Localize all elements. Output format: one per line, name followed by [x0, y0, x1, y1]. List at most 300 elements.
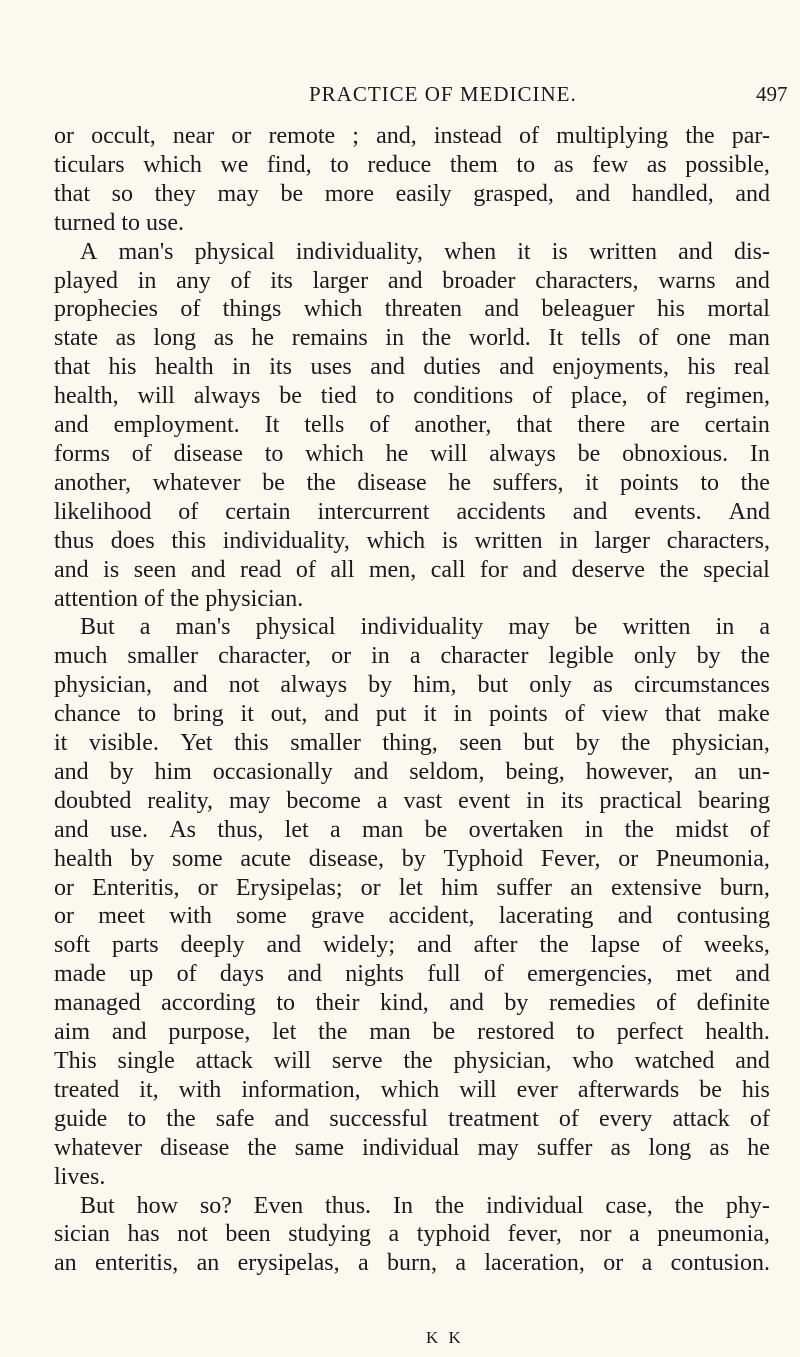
word: and [54, 412, 89, 439]
word: phy- [725, 1192, 770, 1219]
word: in [137, 267, 157, 294]
word: practical [599, 787, 683, 814]
word: nor [579, 1221, 612, 1248]
word: by [368, 672, 393, 699]
word: man's [118, 238, 174, 265]
word: as [592, 672, 613, 699]
word: an [196, 1250, 220, 1277]
word: the [403, 1048, 433, 1074]
page-number: 497 [756, 82, 788, 106]
word: meet [98, 903, 145, 930]
word: in [584, 816, 604, 843]
word: of [180, 296, 201, 323]
word: and [287, 961, 322, 988]
word: state [54, 325, 98, 352]
word: or [231, 123, 252, 149]
text-line [54, 700, 770, 729]
word: or [603, 1250, 624, 1277]
word: Typhoid [443, 845, 524, 872]
word: And [728, 498, 770, 525]
text-line [54, 469, 770, 498]
word: contusing [676, 903, 770, 930]
word: larger [312, 267, 369, 294]
word: near [172, 123, 215, 149]
word: soft [54, 932, 90, 959]
word: of [656, 990, 677, 1017]
word: all [330, 556, 355, 583]
word: health, [54, 383, 119, 410]
text-line [54, 902, 770, 931]
word: and [499, 354, 534, 381]
word: enteritis, [95, 1250, 179, 1277]
word: deeply [180, 932, 245, 959]
word: broader [442, 267, 516, 294]
word: their [315, 990, 360, 1017]
word: in [371, 643, 390, 670]
text-line [54, 353, 770, 382]
word: disease, [308, 845, 385, 872]
word: the [685, 123, 715, 149]
word: thus. [325, 1192, 372, 1219]
word: and [522, 556, 558, 583]
word: of [558, 1105, 579, 1132]
word: and [484, 296, 519, 323]
word: as [213, 325, 234, 352]
text-line [54, 498, 770, 527]
signature-mark: K K [426, 1328, 464, 1347]
word: written [622, 614, 691, 641]
word: place, [570, 383, 628, 410]
word: and [54, 556, 89, 583]
text-line [54, 787, 770, 816]
word: grave [311, 903, 365, 930]
word: more [324, 180, 375, 207]
word: the [674, 1192, 704, 1219]
line-text: attention of the physician. [54, 585, 304, 612]
word: the [740, 469, 770, 496]
word: Pneumonia, [655, 845, 770, 872]
word: of [483, 961, 504, 988]
word: and [54, 816, 89, 843]
word: man [361, 816, 404, 843]
word: case, [605, 1192, 653, 1219]
word: when [444, 238, 497, 265]
word: the [539, 932, 569, 959]
word: may [477, 1134, 519, 1161]
line-text: turned to use. [54, 209, 184, 236]
word: may [229, 787, 271, 814]
word: that [54, 354, 90, 381]
word: an [694, 758, 717, 785]
word: parts [111, 932, 159, 959]
word: his [741, 1076, 770, 1103]
word: health [54, 845, 113, 872]
word: Enteritis, [92, 874, 180, 901]
text-line [54, 642, 770, 671]
word: or [197, 874, 218, 901]
word: A [80, 238, 98, 265]
word: possible, [685, 151, 770, 178]
word: points [489, 701, 548, 728]
word: so [111, 180, 133, 207]
word: and [735, 180, 770, 207]
word: event [458, 787, 511, 814]
word: tells [304, 412, 345, 439]
running-title: PRACTICE OF MEDICINE. [309, 82, 577, 106]
word: up [129, 961, 154, 988]
text-line [54, 238, 770, 267]
word: purpose, [168, 1019, 251, 1046]
word: restored [477, 1019, 555, 1046]
word: always [280, 672, 348, 699]
word: definite [696, 990, 770, 1017]
word: warns [658, 267, 716, 294]
word: handled, [631, 180, 714, 207]
word: dis- [733, 238, 770, 265]
word: which [143, 151, 202, 178]
word: read [240, 556, 282, 583]
word: employment. [113, 412, 240, 439]
word: and [678, 238, 713, 265]
word: another, [414, 412, 492, 439]
word: he [747, 1134, 770, 1161]
word: par- [731, 123, 770, 149]
word: or [331, 643, 352, 670]
word: full [427, 961, 461, 988]
word: likelihood [54, 498, 152, 525]
word: with [169, 903, 212, 930]
word: he [448, 469, 471, 496]
word: treated [54, 1076, 120, 1103]
word: circumstances [633, 672, 770, 699]
word: serve [331, 1048, 383, 1074]
word: by [575, 730, 600, 757]
text-line [54, 324, 770, 353]
word: the [166, 1105, 196, 1132]
word: as [553, 151, 574, 178]
word: single [117, 1048, 175, 1074]
word: Fever, [540, 845, 601, 872]
word: its [269, 354, 292, 381]
word: same [294, 1134, 345, 1161]
word: doubted [54, 787, 132, 814]
word: find, [266, 151, 312, 178]
word: ticulars [54, 151, 125, 178]
word: or [54, 874, 74, 901]
word: and [54, 758, 89, 785]
word: let [284, 816, 309, 843]
word: fever, [507, 1221, 562, 1248]
word: suffer [536, 1134, 593, 1161]
word: remote [268, 123, 336, 149]
word: as [610, 1134, 631, 1161]
word: does [110, 527, 155, 554]
word: one [676, 325, 711, 352]
text-line [54, 1192, 770, 1221]
word: safe [215, 1105, 255, 1132]
word: as [646, 151, 667, 178]
word: occult, [91, 123, 156, 149]
word: Erysipelas; [235, 874, 343, 901]
word: its [560, 787, 584, 814]
word: to [137, 701, 157, 728]
word: in [385, 325, 405, 352]
word: special [703, 556, 770, 583]
word: occasionally [212, 758, 333, 785]
word: a [357, 1250, 369, 1277]
word: in [559, 527, 578, 554]
word: individual [486, 1192, 584, 1219]
word: a [641, 1250, 653, 1277]
word: to [276, 990, 295, 1017]
word: is [551, 238, 568, 265]
word: be [432, 1019, 456, 1046]
word: emergencies, [527, 961, 653, 988]
word: kind, [380, 990, 429, 1017]
word: written [474, 527, 543, 554]
word: an [570, 874, 593, 901]
word: visible. [88, 730, 159, 757]
word: thus, [217, 816, 264, 843]
word: men, [368, 556, 417, 583]
word: every [599, 1105, 653, 1132]
word: to [330, 151, 349, 178]
word: pneumonia, [657, 1221, 770, 1248]
word: a [376, 787, 388, 814]
word: regimen, [685, 383, 770, 410]
text-line [54, 1249, 770, 1278]
word: individuality [360, 614, 484, 641]
word: multiplying [556, 123, 669, 149]
word: attack [672, 1105, 730, 1132]
word: him, [413, 672, 457, 699]
word: chance [54, 701, 121, 728]
word: bearing [698, 787, 770, 814]
word: is [103, 556, 120, 583]
text-line [54, 585, 770, 614]
word: will [459, 1076, 497, 1103]
word: is [441, 527, 458, 554]
word: of [519, 123, 540, 149]
word: in [453, 701, 473, 728]
word: as [709, 1134, 730, 1161]
word: larger [594, 527, 651, 554]
word: but [523, 730, 555, 757]
word: to [576, 1019, 595, 1046]
text-line [54, 874, 770, 903]
word: a [455, 1250, 466, 1277]
word: accidents [456, 498, 546, 525]
text-line [54, 1134, 770, 1163]
word: put [375, 701, 407, 728]
word: Even [253, 1192, 304, 1219]
word: make [717, 701, 770, 728]
word: as [115, 325, 136, 352]
word: enjoyments, [552, 354, 670, 381]
word: and [324, 701, 359, 728]
word: be [577, 440, 601, 467]
word: and [449, 990, 484, 1017]
word: few [592, 151, 629, 178]
word: thus [54, 527, 95, 554]
word: of [176, 961, 197, 988]
word: so? [199, 1192, 232, 1219]
word: disease [173, 440, 243, 467]
word: we [220, 151, 249, 178]
word: in [526, 787, 545, 814]
word: the [624, 816, 654, 843]
word: and [735, 267, 770, 294]
word: a [759, 614, 770, 641]
word: made [54, 961, 106, 988]
text-line [54, 440, 770, 469]
word: be [279, 383, 302, 410]
word: this [171, 527, 207, 554]
word: and [266, 932, 302, 959]
word: use. [109, 816, 148, 843]
word: will [430, 440, 468, 467]
word: the [659, 556, 689, 583]
word: of [749, 816, 770, 843]
word: certain [225, 498, 291, 525]
word: played [54, 267, 118, 294]
word: and [735, 1048, 770, 1074]
word: world. [468, 325, 531, 352]
text-line [54, 1105, 770, 1134]
word: the [740, 643, 770, 670]
word: to [700, 469, 719, 496]
word: physical [255, 614, 336, 641]
word: perfect [616, 1019, 684, 1046]
word: threaten [384, 296, 462, 323]
text-line [54, 527, 770, 556]
word: grasped, [473, 180, 554, 207]
word: met [675, 961, 712, 988]
word: and [111, 1019, 147, 1046]
word: be [280, 180, 304, 207]
word: ; [352, 123, 359, 149]
word: events. [634, 498, 702, 525]
word: It [264, 412, 280, 439]
word: characters, [535, 267, 639, 294]
word: real [734, 354, 770, 381]
word: studying [288, 1221, 371, 1248]
word: in [715, 614, 735, 641]
text-line [54, 1076, 770, 1105]
word: tells [580, 325, 621, 352]
word: obnoxious. [622, 440, 729, 467]
word: out, [270, 701, 308, 728]
text-line [54, 758, 770, 787]
word: whatever [152, 469, 241, 496]
word: easily [395, 180, 452, 207]
word: and [353, 758, 389, 785]
word: much [54, 643, 108, 670]
word: been [225, 1221, 271, 1248]
word: a [409, 643, 421, 670]
word: disease [160, 1134, 230, 1161]
word: may [508, 614, 550, 641]
word: or [360, 874, 381, 901]
word: physician, [671, 730, 770, 757]
word: it [54, 730, 68, 757]
word: which [380, 1076, 440, 1103]
word: things [222, 296, 282, 323]
word: midst [675, 816, 729, 843]
word: burn, [386, 1250, 437, 1277]
word: forms [54, 440, 110, 467]
word: according [161, 990, 256, 1017]
word: and [617, 903, 653, 930]
word: may [217, 180, 259, 207]
word: with [178, 1076, 222, 1103]
word: which [366, 527, 426, 554]
text-line [54, 411, 770, 440]
word: attack [195, 1048, 253, 1074]
word: call [430, 556, 466, 583]
word: long [648, 1134, 692, 1161]
word: watched [634, 1048, 715, 1074]
word: smaller [127, 643, 199, 670]
word: seen [133, 556, 177, 583]
word: instead [433, 123, 502, 149]
word: and, [376, 123, 417, 149]
word: some [236, 903, 287, 930]
word: the [247, 1134, 277, 1161]
word: any [176, 267, 211, 294]
word: prophecies [54, 296, 158, 323]
word: But [80, 1192, 115, 1219]
word: they [154, 180, 196, 207]
word: another, [54, 469, 132, 496]
text-line [54, 816, 770, 845]
word: of [532, 383, 553, 410]
word: physician, [54, 672, 152, 699]
word: physician, [453, 1048, 552, 1074]
word: typhoid [416, 1221, 491, 1248]
word: disease [357, 469, 427, 496]
word: that [54, 180, 90, 207]
text-line [54, 613, 770, 642]
word: intercurrent [317, 498, 430, 525]
body-text [54, 122, 770, 1278]
word: health [154, 354, 214, 381]
word: be [574, 614, 598, 641]
word: nights [345, 961, 404, 988]
word: has [127, 1221, 160, 1248]
word: widely; [323, 932, 396, 959]
word: always [193, 383, 261, 410]
word: bring [173, 701, 224, 728]
word: and [572, 498, 608, 525]
word: extensive [611, 874, 702, 901]
word: not [177, 1221, 208, 1248]
word: points [620, 469, 679, 496]
word: individuality, [295, 238, 423, 265]
word: certain [704, 412, 770, 439]
word: he [251, 325, 275, 352]
word: there [577, 412, 626, 439]
word: acute [240, 845, 292, 872]
word: of [564, 701, 585, 728]
word: individual [362, 1134, 460, 1161]
word: and [190, 556, 226, 583]
text-line [54, 931, 770, 960]
word: after [473, 932, 518, 959]
word: vast [403, 787, 443, 814]
word: physical [194, 238, 275, 265]
word: by [401, 845, 426, 872]
